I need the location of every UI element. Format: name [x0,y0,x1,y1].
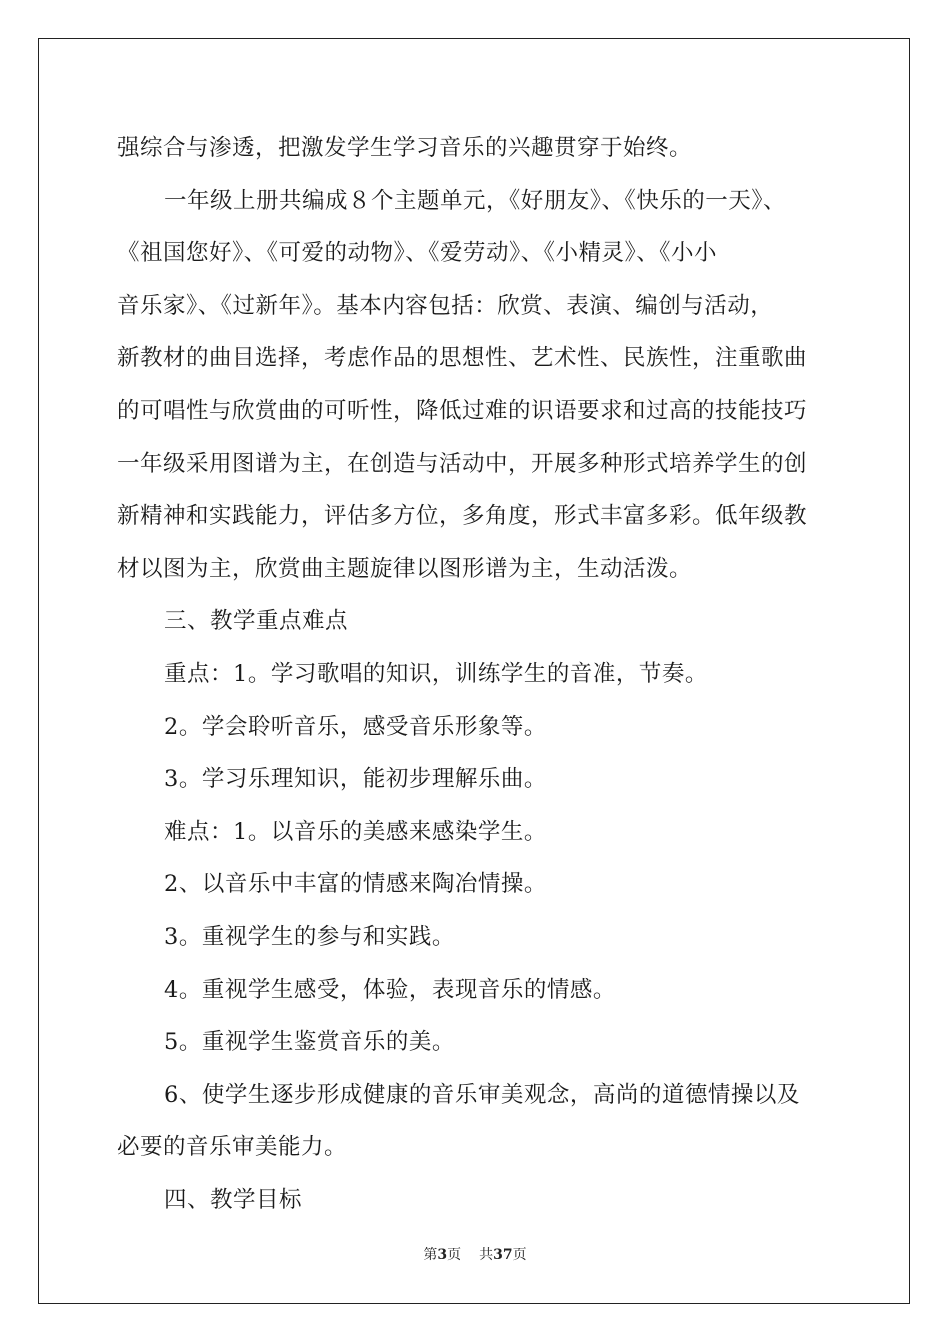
text-line: 一年级采用图谱为主，在创造与活动中，开展多种形式培养学生的创 [117,450,808,477]
text-line: 《祖国您好》、《可爱的动物》、《爱劳动》、《小精灵》、《小小 [117,240,718,267]
page-number: 3 [437,1247,448,1263]
text-line: 6、使学生逐步形成健康的音乐审美观念，高尚的道德情操以及 [164,1081,800,1108]
document-body [117,122,837,1226]
section-heading: 三、教学重点难点 [164,608,349,635]
text-line: 5。重视学生鉴赏音乐的美。 [164,1029,455,1056]
text-line: 必要的音乐审美能力。 [117,1134,348,1161]
text-line: 重点：1。学习歌唱的知识，训练学生的音准，节奏。 [164,660,708,687]
text-line: 3。重视学生的参与和实践。 [164,923,455,950]
page-suffix: 页 [447,1247,462,1263]
text-line: 材以图为主，欣赏曲主题旋律以图形谱为主，生动活泼。 [117,555,693,582]
section-heading: 四、教学目标 [164,1186,303,1213]
text-line: 4。重视学生感受，体验，表现音乐的情感。 [164,976,616,1003]
text-line: 2。学会聆听音乐，感受音乐形象等。 [164,713,547,740]
text-line: 3。学习乐理知识，能初步理解乐曲。 [164,766,547,793]
total-prefix: 共 [479,1247,494,1263]
total-suffix: 页 [512,1247,527,1263]
text-line: 2、以音乐中丰富的情感来陶冶情操。 [164,871,547,898]
text-line: 的可唱性与欣赏曲的可听性，降低过难的识语要求和过高的技能技巧 [117,397,808,424]
text-line: 强综合与渗透，把激发学生学习音乐的兴趣贯穿于始终。 [117,135,693,161]
page-footer [0,1244,950,1264]
text-line: 新教材的曲目选择，考虑作品的思想性、艺术性、民族性，注重歌曲 [117,345,808,372]
text-line: 音乐家》、《过新年》。基本内容包括：欣赏、表演、编创与活动， [117,292,774,319]
page-prefix: 第 [423,1247,438,1263]
text-line: 一年级上册共编成８个主题单元，《好朋友》、《快乐的一天》、 [164,187,787,214]
total-pages: 37 [493,1247,513,1263]
text-line: 难点：1。以音乐的美感来感染学生。 [164,818,547,845]
text-line: 新精神和实践能力，评估多方位，多角度，形式丰富多彩。低年级教 [117,503,808,530]
